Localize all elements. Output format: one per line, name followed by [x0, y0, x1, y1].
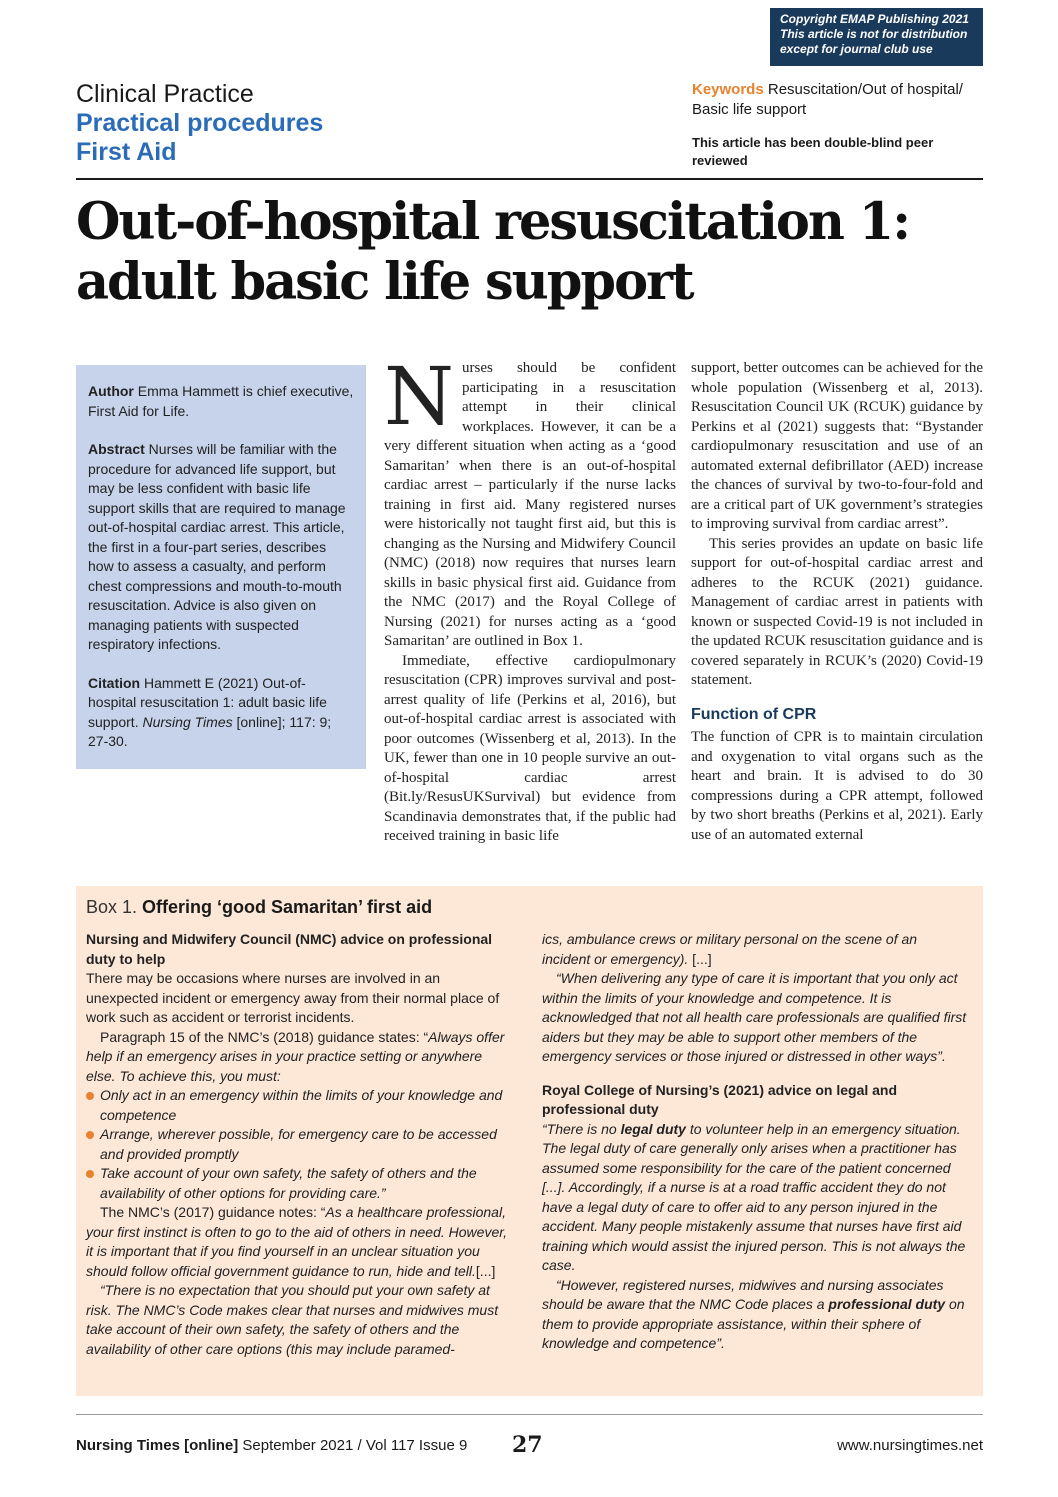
body-text: urses should be confident participating in a resuscitation attempt in their clinical workplaces. However, it can be a very different situation when acting as a ‘good Samaritan’ when there is an out-of-hospital cardiac arrest – particularly if the nurse lacks training in first aid. Many registered nurses were historically not taught first aid, but this is changing as the Nursing and Midwifery Council (NMC) (2018) now requires that nurses learn skills in basic physical first aid. Guidance from the NMC (2017) and the Royal College of Nursing (2021) for nurses acting as a ‘good Samaritan’ are outlined in Box 1. [384, 360, 676, 649]
box-paragraph: There may be occasions where nurses are involved in an unexpected incident or emergency away from their normal place of work such as accident or terrorist incidents. [86, 970, 500, 1025]
body-column-1 [384, 350, 676, 847]
box-paragraph [86, 1281, 511, 1359]
list-item-text: Only act in an emergency within the limits of your knowledge and competence [100, 1087, 503, 1123]
bullet-icon [86, 1131, 94, 1139]
list-item [86, 1164, 511, 1203]
body-paragraph: Immediate, effective cardiopulmonary resuscitation (CPR) improves survival and post-arrest quality of life (Perkins et al, 2016), but out-of-hospital cardiac arrest is associated with poor outcomes (Wissenberg et al, 2013). In the UK, fewer than one in 10 people survive an out-of-hospital cardiac arrest (Bit.ly/ResusUKSurvival) but evidence from Scandinavia demonstrates that, if the public had received training in basic life [384, 652, 676, 844]
box-emphasis: professional duty [828, 1296, 946, 1312]
body-paragraph [384, 350, 676, 652]
copyright-notice [770, 8, 983, 66]
box-text: [...] [688, 950, 712, 967]
footer-website: www.nursingtimes.net [837, 1437, 983, 1454]
title-line: Out-of-hospital resuscitation 1: [76, 192, 910, 252]
peer-review-note: This article has been double-blind peer reviewed [692, 135, 934, 168]
box-text: “There is no [542, 1120, 621, 1137]
section-subcategory: First Aid [76, 138, 177, 166]
box-quote: ics, ambulance crews or military personal on the scene of an incident or emergency). [542, 931, 918, 967]
box-title [86, 896, 973, 918]
box-subheading: Nursing and Midwifery Council (NMC) advice on professional duty to help [86, 931, 493, 967]
footer-journal-info [76, 1436, 467, 1456]
box-text: The NMC’s (2017) guidance notes: “ [100, 1204, 326, 1220]
box-paragraph [542, 1120, 967, 1276]
footer-journal: Nursing Times [online] [76, 1437, 239, 1454]
body-paragraph: The function of CPR is to maintain circulation and oxygenation to vital organs such as the heart and brain. It is advised to do 30 compressions during a CPR attempt, followed by two short breaths (Perkins et al, 2021). Early use of an automated external [691, 729, 983, 843]
copyright-line: This article is not for distribution [780, 27, 968, 41]
keywords-text: Resuscitation/Out of hospital/ Basic life support [692, 81, 963, 118]
box-paragraph [542, 1276, 967, 1354]
box-quote [542, 1277, 965, 1352]
footer-divider [76, 1414, 983, 1415]
box-text: to volunteer help in an emergency situation. The legal duty of care generally only arises when a practitioner has assumed some responsibility for the care of the patient concerned [...]. Accordingly, if a nurse is at a road traffic accident they do not have a legal duty of care to offer aid to any person injured in the accident. Many people mistakenly assume that nurses have first aid training which would assist the injured person. This is not always the case. [542, 1120, 966, 1273]
box-text: Paragraph 15 of the NMC’s (2018) guidance states: “ [100, 1028, 429, 1045]
copyright-line: except for journal club use [780, 42, 933, 56]
box-subheading: Royal College of Nursing’s (2021) advice on legal and professional duty [542, 1081, 898, 1117]
box-text: on them to provide appropriate assistance, within their sphere of knowledge and competence”. [542, 1296, 965, 1351]
box-quote [542, 1121, 965, 1274]
citation-journal: Nursing Times [142, 713, 233, 730]
box-emphasis: legal duty [620, 1120, 686, 1137]
body-paragraph: This series provides an update on basic life support for out-of-hospital cardiac arrest and adheres to the RCUK (2021) guidance. Management of cardiac arrest in patients with known or suspected Covid-19 is not included in the updated RCUK resuscitation guidance and is covered separately in RCUK’s (2020) Covid-19 statement. [691, 535, 983, 688]
box-paragraph [542, 930, 967, 969]
list-item-text: Arrange, wherever possible, for emergency care to be accessed and provided promptly [100, 1126, 497, 1162]
author-text: Emma Hammett is chief executive, First Aid for Life. [88, 383, 354, 419]
section-subcategory: Practical procedures [76, 109, 324, 137]
box-text: [...] [475, 1262, 496, 1279]
box-quote: As a healthcare professional, your first instinct is often to go to the aid of others in need. However, it is important that if you find yourself in an unclear situation you should follow official government guidance to run, hide and tell. [86, 1204, 508, 1279]
citation-label: Citation [88, 674, 141, 691]
box-quote: Always offer help if an emergency arises in your practice setting or anywhere else. To achieve this, you must: [86, 1028, 505, 1084]
title-line: adult basic life support [76, 252, 693, 312]
abstract-label: Abstract [88, 441, 145, 457]
box-1 [76, 886, 983, 1396]
citation [88, 674, 354, 752]
keywords [692, 80, 982, 120]
author-box [76, 365, 366, 769]
section-labels [76, 80, 323, 167]
box-quote: “When delivering any type of care it is important that you only act within the limits of your knowledge and competence. It is acknowledged that not all health care professionals are qualified first aiders but they may be able to support other members of the emergency services or those injured or distressed in other ways”. [542, 970, 967, 1064]
keywords-block [692, 80, 982, 170]
author-label: Author [88, 383, 134, 399]
list-item [86, 1086, 511, 1125]
section-heading: Function of CPR [691, 705, 817, 723]
list-item [86, 1125, 511, 1164]
box-text: “However, registered nurses, midwives and nursing associates should be aware that the NMC Code places a [542, 1276, 944, 1312]
divider [76, 178, 983, 180]
box-title-text: Offering ‘good Samaritan’ first aid [142, 897, 433, 917]
box-column-left [86, 930, 511, 1359]
box-paragraph [86, 1028, 511, 1087]
copyright-line: Copyright EMAP Publishing 2021 [780, 12, 969, 26]
citation-text: [online]; 117: 9; 27-30. [88, 713, 332, 749]
bullet-icon [86, 1092, 94, 1100]
author-info [88, 382, 354, 421]
box-paragraph [542, 969, 967, 1067]
footer-issue: September 2021 / Vol 117 Issue 9 [238, 1437, 468, 1454]
box-column-right [542, 930, 967, 1354]
body-column-2 [691, 359, 983, 845]
box-quote: “There is no expectation that you should put your own safety at risk. The NMC’s Code makes clear that nurses and midwives must take account of their own safety, the safety of others and the availability of other care options (this may include paramed- [86, 1282, 499, 1357]
abstract-text: Nurses will be familiar with the procedure for advanced life support, but may be less confident with basic life support skills that are required to manage out-of-hospital cardiac arrest. This article, the first in a four-part series, describes how to assess a casualty, and perform chest compressions and mouth-to-mouth resuscitation. Advice is also given on managing patients with suspected respiratory infections. [88, 441, 346, 652]
list-item-text: Take account of your own safety, the safety of others and the availability of other options for providing care.” [100, 1165, 477, 1201]
body-paragraph: support, better outcomes can be achieved for the whole population (Wissenberg et al, 2013). Resuscitation Council UK (RCUK) guidance by Perkins et al (2021) suggests that: “Bystander cardiopulmonary resuscitation and use of an automated external defibrillator (AED) increase the chances of survival by two-to-four-fold and are a critical part of UK government’s strategies to improving survival from cardiac arrest”. [691, 360, 983, 532]
box-paragraph [86, 1203, 511, 1281]
section-category: Clinical Practice [76, 80, 254, 108]
keywords-label: Keywords [692, 81, 764, 98]
drop-cap: N [384, 350, 454, 443]
page-number: 27 [512, 1432, 543, 1458]
box-bullet-list [86, 1086, 511, 1203]
box-label: Box 1. [86, 897, 143, 917]
bullet-icon [86, 1170, 94, 1178]
article-title [76, 192, 983, 312]
citation-text: Hammett E (2021) Out-of-hospital resuscitation 1: adult basic life support. [88, 674, 327, 730]
abstract [88, 440, 354, 655]
